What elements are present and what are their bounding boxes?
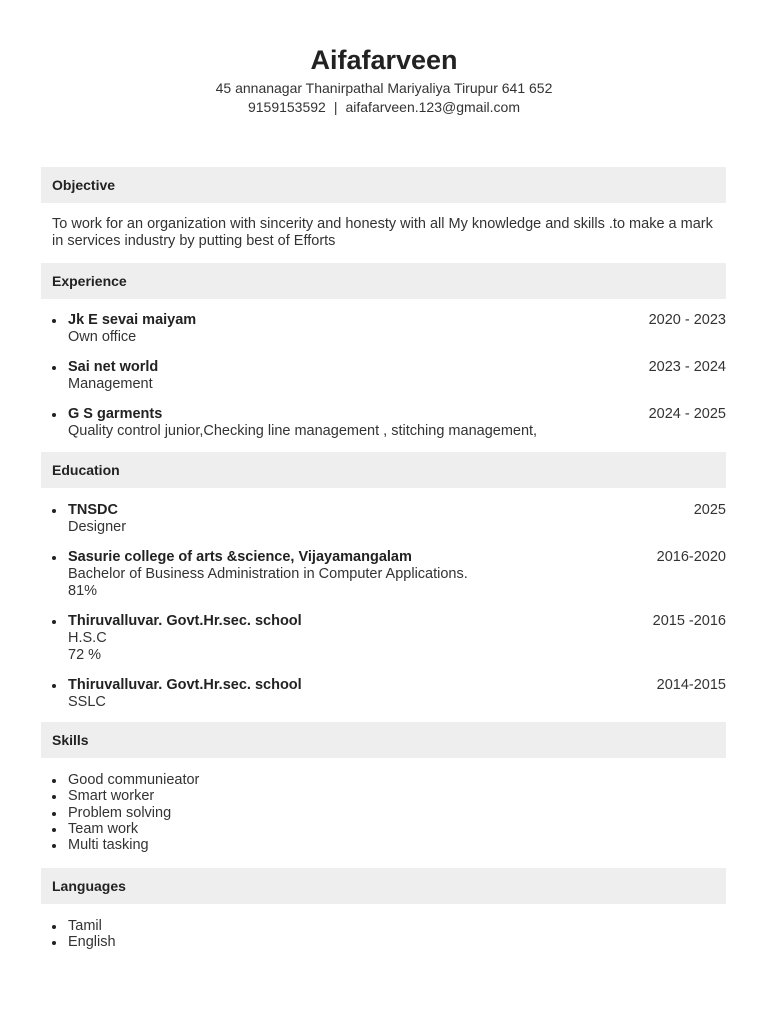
email-address: aifafarveen.123@gmail.com — [345, 99, 521, 115]
education-item — [41, 677, 726, 711]
section-heading-languages: Languages — [41, 868, 726, 904]
experience-title: G S garments — [68, 406, 163, 422]
education-date: 2015 -2016 — [652, 613, 726, 629]
education-date: 2014-2015 — [656, 677, 726, 693]
education-date: 2025 — [693, 502, 726, 518]
contact-separator: | — [333, 99, 338, 115]
experience-title: Sai net world — [68, 359, 159, 375]
education-grade: 81% — [68, 583, 98, 599]
contact-line — [0, 98, 768, 117]
section-heading-education: Education — [41, 452, 726, 488]
language-item: English — [41, 934, 726, 950]
experience-detail: Management — [68, 376, 153, 392]
experience-detail: Own office — [68, 329, 137, 345]
skill-item: Good communieator — [41, 772, 726, 788]
education-title: Sasurie college of arts &science, Vijayamangalam — [68, 549, 412, 565]
education-item — [41, 502, 726, 536]
education-list — [41, 502, 726, 724]
education-detail: H.S.C — [68, 630, 107, 646]
education-title: Thiruvalluvar. Govt.Hr.sec. school — [68, 677, 302, 693]
resume-header — [0, 0, 768, 117]
education-date: 2016-2020 — [656, 549, 726, 565]
objective-text: To work for an organization with sincerity and honesty with all My knowledge and skills .to make a mark in services industry by putting best of Efforts — [52, 216, 713, 249]
experience-detail: Quality control junior,Checking line management , stitching management, — [68, 423, 538, 439]
language-item: Tamil — [41, 918, 726, 934]
education-detail: Designer — [68, 519, 127, 535]
education-item — [41, 613, 726, 664]
experience-item — [41, 359, 726, 393]
section-heading-objective: Objective — [41, 167, 726, 203]
education-item — [41, 549, 726, 600]
experience-list — [41, 312, 726, 453]
experience-date: 2024 - 2025 — [648, 406, 726, 422]
section-heading-skills: Skills — [41, 722, 726, 758]
candidate-name: Aifafarveen — [310, 45, 458, 75]
skills-list — [41, 772, 726, 853]
skill-item: Team work — [41, 821, 726, 837]
education-title: Thiruvalluvar. Govt.Hr.sec. school — [68, 613, 302, 629]
languages-list — [41, 918, 726, 951]
skill-item: Problem solving — [41, 805, 726, 821]
education-detail: SSLC — [68, 694, 106, 710]
experience-item — [41, 312, 726, 346]
skill-item: Multi tasking — [41, 837, 726, 853]
section-heading-experience: Experience — [41, 263, 726, 299]
education-grade: 72 % — [68, 647, 102, 663]
experience-date: 2020 - 2023 — [648, 312, 726, 328]
address-line: 45 annanagar Thanirpathal Mariyaliya Tirupur 641 652 — [215, 80, 553, 96]
skill-item: Smart worker — [41, 788, 726, 804]
education-title: TNSDC — [68, 502, 118, 518]
phone-number: 9159153592 — [247, 99, 326, 115]
experience-date: 2023 - 2024 — [648, 359, 726, 375]
experience-title: Jk E sevai maiyam — [68, 312, 197, 328]
education-detail: Bachelor of Business Administration in Computer Applications. — [68, 566, 468, 582]
experience-item — [41, 406, 726, 440]
